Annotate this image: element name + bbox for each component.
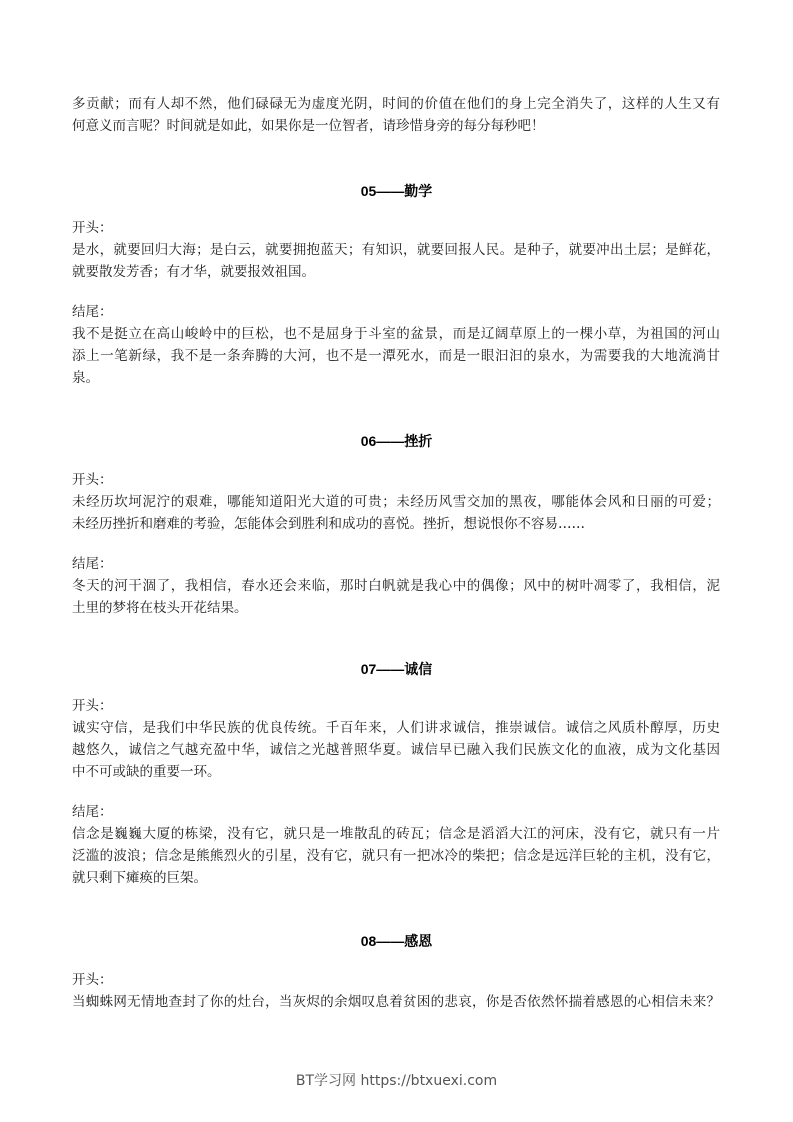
section-08-opening — [72, 969, 720, 1013]
text-line: 多贡献；而有人却不然，他们碌碌无为虚度光阴，时间的价值在他们的身上完全消失了，这样的人生又有 — [72, 96, 720, 112]
section-07-closing — [72, 801, 720, 889]
text-line: 我不是挺立在高山峻岭中的巨松，也不是屈身于斗室的盆景，而是辽阔草原上的一棵小草，为祖国的河山 — [72, 326, 720, 342]
text-line: 越悠久，诚信之气越充盈中华，诚信之光越普照华夏。诚信早已融入我们民族文化的血液，成为文化基因 — [72, 742, 720, 758]
opening-label: 开头： — [72, 220, 113, 236]
section-06-closing — [72, 553, 720, 619]
text-line: 信念是巍巍大厦的栋梁，没有它，就只是一堆散乱的砖瓦；信念是滔滔大江的河床，没有它，就只有一片 — [72, 826, 720, 842]
section-05-opening — [72, 217, 720, 283]
opening-label: 开头： — [72, 972, 113, 988]
text-line: 当蜘蛛网无情地查封了你的灶台，当灰烬的余烟叹息着贫困的悲哀，你是否依然怀揣着感恩的心相信未来？ — [72, 994, 720, 1010]
text-line: 就要散发芳香；有才华，就要报效祖国。 — [72, 264, 315, 280]
text-line: 添上一笔新绿，我不是一条奔腾的大河，也不是一潭死水，而是一眼汩汩的泉水，为需要我的大地流淌甘 — [72, 348, 720, 364]
text-line: 就只剩下瘫痪的巨架。 — [72, 870, 207, 886]
section-07-opening — [72, 695, 720, 783]
opening-label: 开头： — [72, 472, 113, 488]
section-title-07: 07——诚信 — [360, 661, 433, 677]
text-line: 是水，就要回归大海；是白云，就要拥抱蓝天；有知识，就要回报人民。是种子，就要冲出土层；是鲜花， — [72, 242, 720, 258]
text-line: 未经历坎坷泥泞的艰难，哪能知道阳光大道的可贵；未经历风雪交加的黑夜，哪能体会风和日丽的可爱； — [72, 494, 720, 510]
intro-paragraph — [72, 93, 720, 137]
closing-label: 结尾： — [72, 556, 113, 572]
section-title-06: 06——挫折 — [360, 433, 433, 449]
text-line: 冬天的河干涸了，我相信，春水还会来临，那时白帆就是我心中的偶像；风中的树叶凋零了，我相信，泥 — [72, 578, 720, 594]
section-title-08: 08——感恩 — [360, 933, 433, 949]
text-line: 何意义而言呢？时间就是如此，如果你是一位智者，请珍惜身旁的每分每秒吧！ — [72, 118, 545, 134]
footer-watermark: BT学习网 https://btxuexi.com — [295, 1073, 498, 1089]
text-line: 未经历挫折和磨难的考验，怎能体会到胜利和成功的喜悦。挫折，想说恨你不容易…… — [72, 516, 585, 532]
section-05-closing — [72, 301, 720, 389]
closing-label: 结尾： — [72, 304, 113, 320]
text-line: 泛滥的波浪；信念是熊熊烈火的引星，没有它，就只有一把冰冷的柴把；信念是远洋巨轮的主机，没有它， — [72, 848, 720, 864]
text-line: 中不可或缺的重要一环。 — [72, 764, 221, 780]
text-line: 泉。 — [72, 370, 99, 386]
section-06-opening — [72, 469, 720, 535]
text-line: 土里的梦将在枝头开花结果。 — [72, 600, 248, 616]
opening-label: 开头： — [72, 698, 113, 714]
text-line: 诚实守信，是我们中华民族的优良传统。千百年来，人们讲求诚信，推崇诚信。诚信之风质朴醇厚，历史 — [72, 720, 720, 736]
section-title-05: 05——勤学 — [360, 183, 433, 199]
closing-label: 结尾： — [72, 804, 113, 820]
